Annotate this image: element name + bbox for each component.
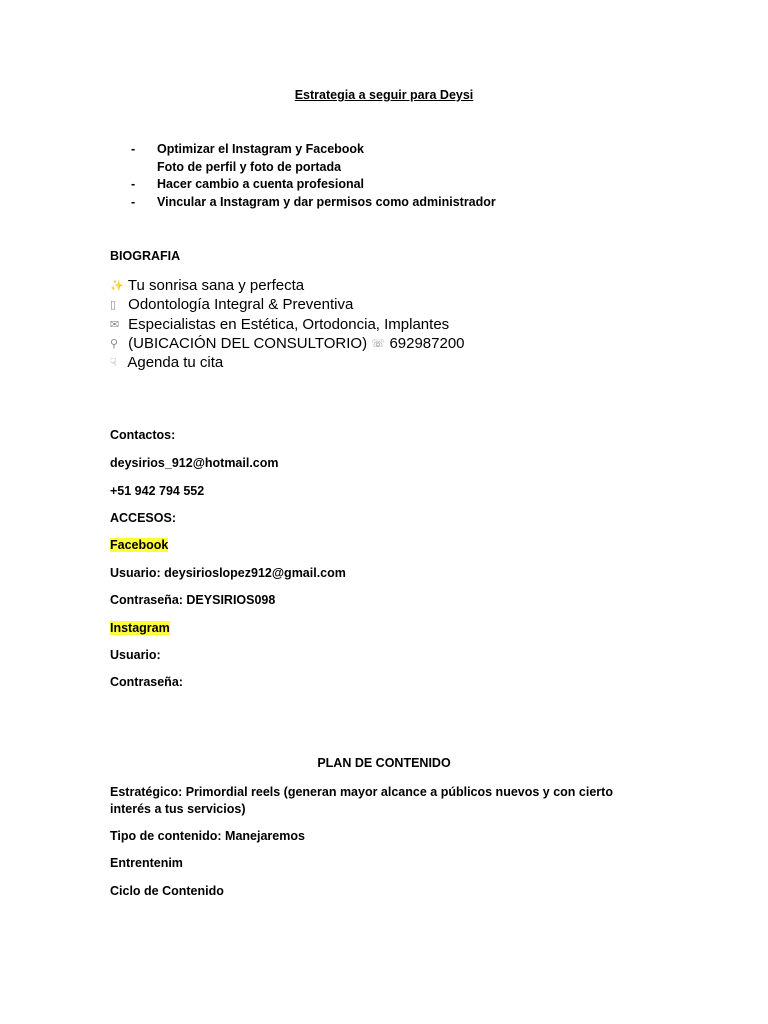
strategy-text: Estratégico: Primordial reels (generan mayor alcance a públicos nuevos y con cierto interés a tus servicios): [110, 785, 613, 816]
bio-line-5-text: Agenda tu cita: [127, 354, 224, 371]
contacts-label: Contactos:: [110, 428, 176, 442]
bio-line-2: [110, 295, 353, 315]
content-type: Tipo de contenido: Manejaremos: [110, 829, 305, 843]
bio-line-1-text: Tu sonrisa sana y perfecta: [127, 277, 305, 294]
instagram-password: Contraseña:: [110, 675, 183, 689]
facebook-password: Contraseña: DEYSIRIOS098: [110, 593, 276, 607]
tooth-icon: ▯: [110, 299, 117, 311]
document-title: Estrategia a seguir para Deysi: [294, 88, 474, 102]
facebook-label: [110, 538, 168, 553]
entertainment: Entrentenim: [110, 856, 183, 870]
bio-line-1: [110, 276, 304, 296]
contact-phone: +51 942 794 552: [110, 484, 205, 498]
sparkles-icon: ✨: [110, 280, 124, 292]
instagram-highlight: Instagram: [110, 621, 170, 635]
step-3-text: Vincular a Instagram y dar permisos como administrador: [157, 195, 496, 209]
bio-line-4: [110, 334, 465, 354]
instagram-label: [110, 621, 170, 636]
step-2-text: Hacer cambio a cuenta profesional: [157, 177, 365, 191]
magnifier-icon: ⚲: [110, 338, 119, 350]
instagram-user: Usuario:: [110, 648, 161, 662]
plan-heading: PLAN DE CONTENIDO: [317, 756, 451, 770]
bio-line-2-text: Odontología Integral & Preventiva: [128, 296, 354, 313]
step-3-marker: -: [131, 195, 136, 209]
contact-email: deysirios_912@hotmail.com: [110, 456, 279, 470]
step-2-marker: -: [131, 177, 136, 191]
step-1-marker: -: [131, 142, 136, 156]
pointer-icon: ☟: [110, 357, 117, 369]
content-cycle: Ciclo de Contenido: [110, 884, 224, 898]
bio-heading: BIOGRAFIA: [110, 249, 181, 263]
bio-line-3-text: Especialistas en Estética, Ortodoncia, Implantes: [128, 316, 450, 333]
bio-line-3: [110, 315, 449, 335]
bio-line-4-text: (UBICACIÓN DEL CONSULTORIO): [128, 335, 368, 352]
facebook-user: Usuario: deysirioslopez912@gmail.com: [110, 566, 346, 580]
facebook-highlight: Facebook: [110, 538, 169, 552]
step-1-text: Optimizar el Instagram y Facebook: [157, 142, 365, 156]
access-label: ACCESOS:: [110, 511, 176, 525]
phone-icon: ☏: [371, 338, 386, 350]
bio-line-5: [110, 353, 223, 373]
envelope-icon: ✉: [110, 319, 120, 331]
step-1-subtext: Foto de perfil y foto de portada: [157, 160, 342, 174]
bio-phone-number: 692987200: [389, 335, 465, 352]
